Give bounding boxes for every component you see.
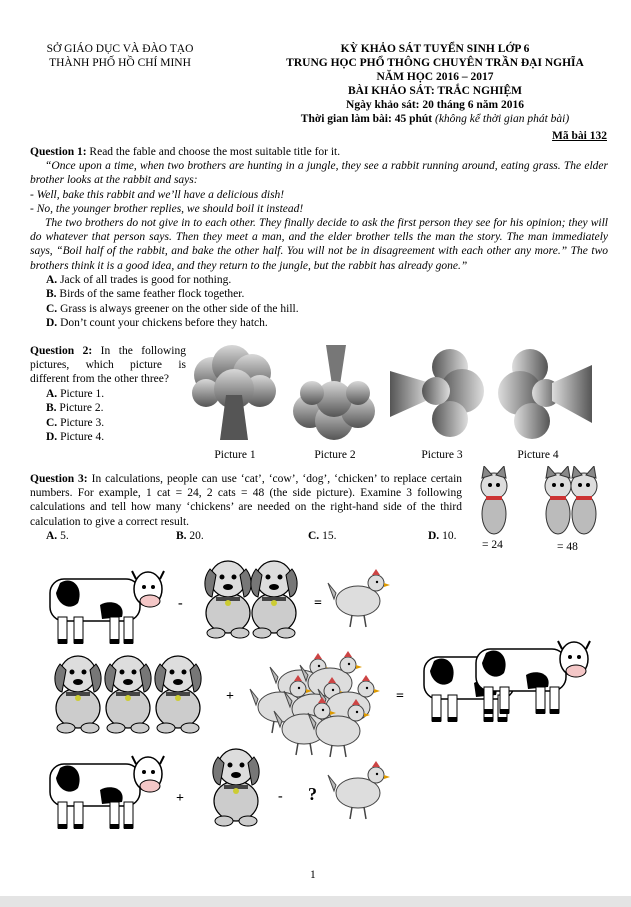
- q2-prompt: In the following pictures, which picture is different from the other three?: [30, 345, 187, 386]
- dog-icon: [251, 561, 297, 638]
- picture-1-tree[interactable]: [192, 345, 276, 440]
- q1-story-2: - Well, bake this rabbit and we’ll have a delicious dish!: [30, 188, 285, 201]
- dog-icon: [213, 749, 259, 826]
- q1-option-b[interactable]: B. Birds of the same feather flock together.: [46, 288, 245, 301]
- dog-icon: [55, 656, 101, 733]
- question-2: [30, 344, 186, 445]
- q3-option-c[interactable]: C. 15.: [308, 530, 337, 542]
- q1-prompt: Read the fable and choose the most suitable title for it.: [89, 146, 341, 158]
- caption-picture-2: Picture 2: [314, 449, 356, 461]
- q3-unknown: ?: [308, 784, 317, 804]
- q1-label: Question 1:: [30, 146, 87, 158]
- caption-picture-1: Picture 1: [214, 449, 256, 461]
- q2-label: Question 2:: [30, 345, 93, 357]
- question-3: [30, 472, 462, 529]
- city-line: THÀNH PHỐ HỒ CHÍ MINH: [49, 57, 191, 69]
- page-number: 1: [310, 869, 316, 881]
- q3-op-minus: -: [178, 596, 183, 611]
- calculation-pictures: [40, 545, 600, 845]
- q1-option-d[interactable]: D. Don’t count your chickens before they hatch.: [46, 317, 268, 330]
- q1-story-3: - No, the younger brother replies, we should boil it instead!: [30, 202, 304, 215]
- cow-icon: [50, 571, 164, 644]
- dog-icon: [105, 656, 151, 733]
- picture-3-tree[interactable]: [390, 349, 484, 437]
- cat-example-picture: [470, 466, 610, 540]
- q2-option-a[interactable]: A. Picture 1.: [46, 387, 105, 400]
- q3-option-d[interactable]: D. 10.: [428, 530, 457, 542]
- caption-picture-3: Picture 3: [421, 449, 463, 461]
- cat-icon: [481, 466, 507, 534]
- q1-option-c[interactable]: C. Grass is always greener on the other side of the hill.: [46, 302, 299, 315]
- school-year: NĂM HỌC 2016 – 2017: [376, 71, 494, 83]
- bottom-bar: [0, 896, 631, 907]
- q3-prompt: In calculations, people can use ‘cat’, ‘cow’, ‘dog’, ‘chicken’ to replace certain numbers. For example, 1 cat = 24, 2 cats = 48 (the side picture). Examine 3 following calculations and tell how many ‘chickens’ are needed on the right-hand side of the third calculation to give a correct result.: [30, 473, 463, 528]
- q1-option-a[interactable]: A. Jack of all trades is good for nothing.: [46, 273, 232, 286]
- q2-pictures: [190, 345, 610, 445]
- dog-icon: [205, 561, 251, 638]
- cow-icon: [476, 641, 590, 714]
- q3-op-equals: =: [314, 596, 322, 611]
- exam-date: Ngày khảo sát: 20 tháng 6 năm 2016: [346, 99, 524, 111]
- cat-icon: [571, 466, 597, 534]
- dog-icon: [155, 656, 201, 733]
- picture-4-tree[interactable]: [498, 349, 592, 439]
- cat-value-1: = 24: [482, 539, 503, 551]
- header-left: [30, 42, 210, 70]
- q3-option-b[interactable]: B. 20.: [176, 530, 204, 542]
- q3-op-plus-2: +: [176, 791, 184, 806]
- time-limit: Thời gian làm bài: 45 phút (không kể thời gian phát bài): [300, 113, 570, 125]
- q3-op-plus: +: [226, 689, 234, 704]
- department-line: SỞ GIÁO DỤC VÀ ĐÀO TẠO: [46, 43, 194, 55]
- q2-option-d[interactable]: D. Picture 4.: [46, 431, 105, 444]
- q3-op-equals-2: =: [396, 689, 404, 704]
- chicken-icon: [328, 761, 390, 819]
- q1-story-4: The two brothers do not give in to each other. They finally decide to ask the first person they see for his opinion; they will do whatever that person says. Then they meet a man, and the elder brother tells the man the story. The man immediately says, “Boil half of the rabbit, and bake the other half. You will not be in disagreement with each other any more.” The two brothers think it is a good idea, and they return to the jungle, but the rabbit has already gone.”: [30, 217, 608, 272]
- question-1: [30, 145, 608, 331]
- cat-icon: [545, 466, 571, 534]
- q3-label: Question 3:: [30, 473, 88, 485]
- q3-op-minus-2: -: [278, 789, 283, 804]
- exam-title: KỲ KHẢO SÁT TUYỂN SINH LỚP 6: [340, 43, 530, 55]
- header-right: [255, 42, 615, 126]
- q1-story-1: “Once upon a time, when two brothers are hunting in a jungle, they see a rabbit running around, eating grass. The elder brother looks at the rabbit and says:: [30, 160, 608, 187]
- caption-picture-4: Picture 4: [517, 449, 559, 461]
- q2-option-c[interactable]: C. Picture 3.: [46, 416, 105, 429]
- exam-code: Mã bài 132: [552, 130, 607, 142]
- chicken-icon: [328, 569, 390, 627]
- q2-option-b[interactable]: B. Picture 2.: [46, 402, 104, 415]
- test-type: BÀI KHẢO SÁT: TRẮC NGHIỆM: [347, 85, 522, 97]
- cat-value-2: = 48: [557, 541, 578, 553]
- picture-2-tree[interactable]: [293, 345, 375, 440]
- school-name: TRUNG HỌC PHỔ THÔNG CHUYÊN TRẦN ĐẠI NGHĨA: [286, 57, 584, 69]
- q3-option-a[interactable]: A. 5.: [46, 530, 69, 542]
- cow-icon: [50, 756, 164, 829]
